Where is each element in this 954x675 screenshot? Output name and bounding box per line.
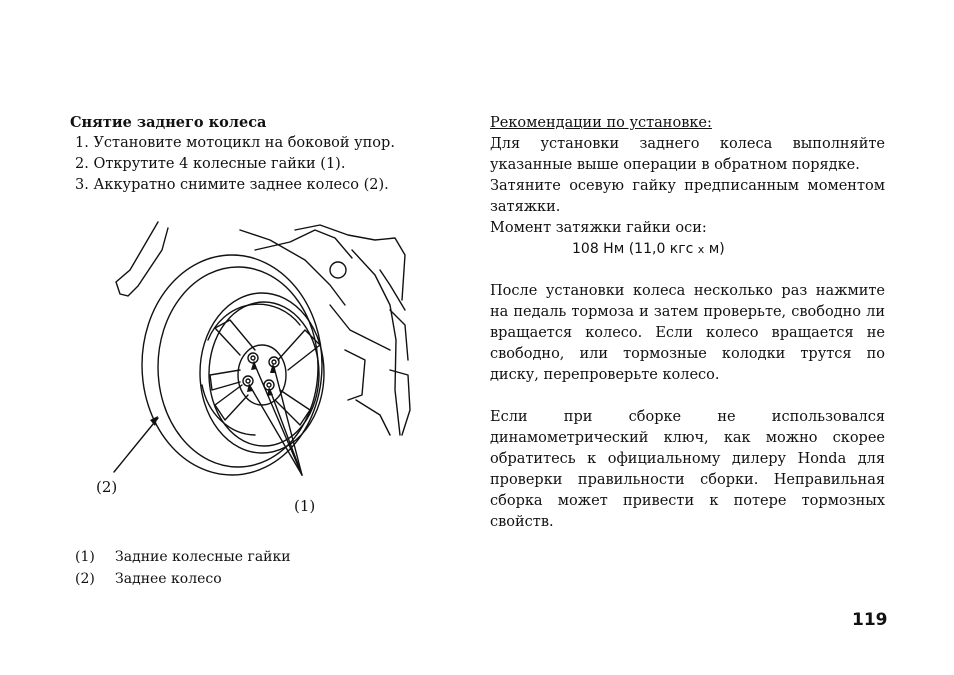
figure-label-wheel: (2) [96,478,118,496]
spacer [490,260,885,281]
paragraph-dealer-warning: Если при сборке не использовался динамометрический ключ, как можно скорее обратитесь к официальному дилеру Honda для проверки правильности сборки. Неправильная сборка может привести к потере тормозных свойств. [490,409,885,530]
legend-text: Заднее колесо [115,571,222,587]
torque-multiply-sign: x [697,243,705,256]
step-1: 1. Установите мотоцикл на боковой упор. [75,135,395,151]
page-number: 119 [852,610,888,630]
steps-list [70,133,430,196]
legend-text: Задние колесные гайки [115,549,291,565]
torque-value [490,239,885,260]
legend-number: (1) [75,549,95,565]
legend-number: (2) [75,571,95,587]
step-3: 3. Аккуратно снимите заднее колесо (2). [75,177,389,193]
torque-value-main: 108 Нм (11,0 кгс [572,241,698,257]
legend-item [75,546,291,568]
paragraph-tighten: Затяните осевую гайку предписанным моментом затяжки. [490,178,885,215]
spacer [490,386,885,407]
torque-value-unit: м) [704,241,725,257]
left-column [70,113,430,196]
rear-wheel-figure [90,210,420,530]
installation-heading: Рекомендации по установке: [490,115,712,131]
figure-label-nuts: (1) [294,497,316,515]
legend-item [75,568,291,590]
rear-wheel-illustration [90,210,420,530]
paragraph-brake-check: После установки колеса несколько раз нажмите на педаль тормоза и затем проверьте, свободно ли вращается колесо. Если колесо вращается не свободно, или тормозные колодки трутся по диску, перепроверьте колесо. [490,283,885,383]
paragraph-reverse-order: Для установки заднего колеса выполняйте указанные выше операции в обратном порядке. [490,136,885,173]
right-column [490,113,885,533]
section-title: Снятие заднего колеса [70,114,267,131]
torque-label: Момент затяжки гайки оси: [490,220,707,236]
step-2: 2. Открутите 4 колесные гайки (1). [75,156,346,172]
figure-legend [75,546,291,590]
